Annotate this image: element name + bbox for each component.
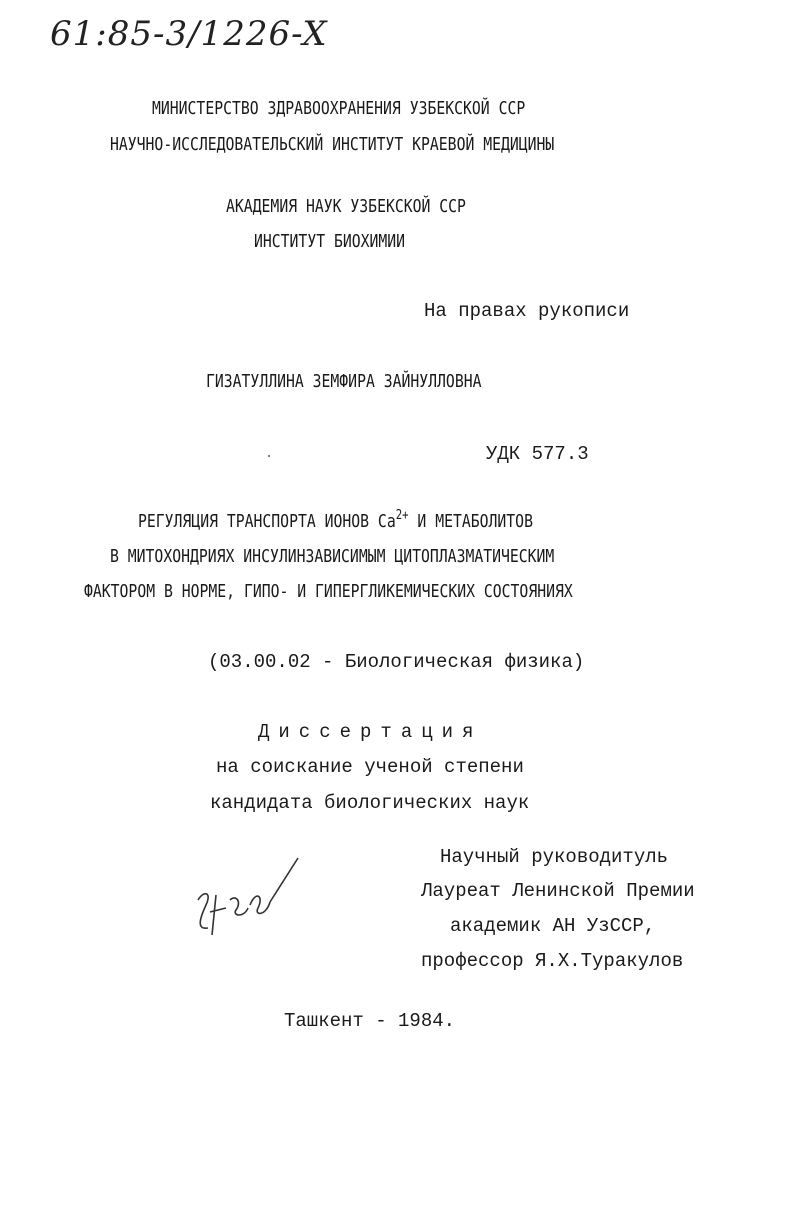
dissertation-heading: Диссертация: [258, 721, 483, 743]
title-line-2: В МИТОХОНДРИЯХ ИНСУЛИНЗАВИСИМЫМ ЦИТОПЛАЗМАТИЧЕСКИМ: [110, 546, 555, 567]
title-line-1-b: И МЕТАБОЛИТОВ: [408, 511, 533, 532]
institute-heading: НАУЧНО-ИССЛЕДОВАТЕЛЬСКИЙ ИНСТИТУТ КРАЕВОЙ МЕДИЦИНЫ: [110, 134, 555, 155]
degree-line-2: кандидата биологических наук: [210, 792, 530, 814]
supervisor-line-1: Научный руководитуль: [440, 846, 669, 868]
title-line-3: ФАКТОРОМ В НОРМЕ, ГИПО- И ГИПЕРГЛИКЕМИЧЕСКИХ СОСТОЯНИЯХ: [84, 581, 573, 602]
supervisor-line-2: Лауреат Ленинской Премии: [421, 880, 695, 902]
place-year: Ташкент - 1984.: [284, 1010, 456, 1032]
title-line-1: [138, 508, 533, 532]
manuscript-rights: На правах рукописи: [424, 300, 630, 322]
title-line-1-a: РЕГУЛЯЦИЯ ТРАНСПОРТА ИОНОВ Ca: [138, 511, 396, 532]
supervisor-line-3: академик АН УзССР,: [450, 915, 656, 937]
udc-code: УДК 577.3: [486, 443, 589, 465]
institute-biochem-heading: ИНСТИТУТ БИОХИМИИ: [254, 231, 406, 252]
specialty-code: (03.00.02 - Биологическая физика): [208, 651, 585, 673]
title-superscript: 2+: [395, 508, 409, 523]
author-name: ГИЗАТУЛЛИНА ЗЕМФИРА ЗАЙНУЛЛОВНА: [206, 371, 482, 392]
ministry-heading: МИНИСТЕРСТВО ЗДРАВООХРАНЕНИЯ УЗБЕКСКОЙ ССР: [152, 98, 526, 119]
degree-line-1: на соискание ученой степени: [216, 756, 524, 778]
handwritten-signature: [186, 850, 306, 950]
academy-heading: АКАДЕМИЯ НАУК УЗБЕКСКОЙ ССР: [226, 196, 466, 217]
archive-number: 61:85-3/1226-X: [50, 14, 328, 54]
supervisor-line-4: профессор Я.Х.Туракулов: [421, 950, 684, 972]
